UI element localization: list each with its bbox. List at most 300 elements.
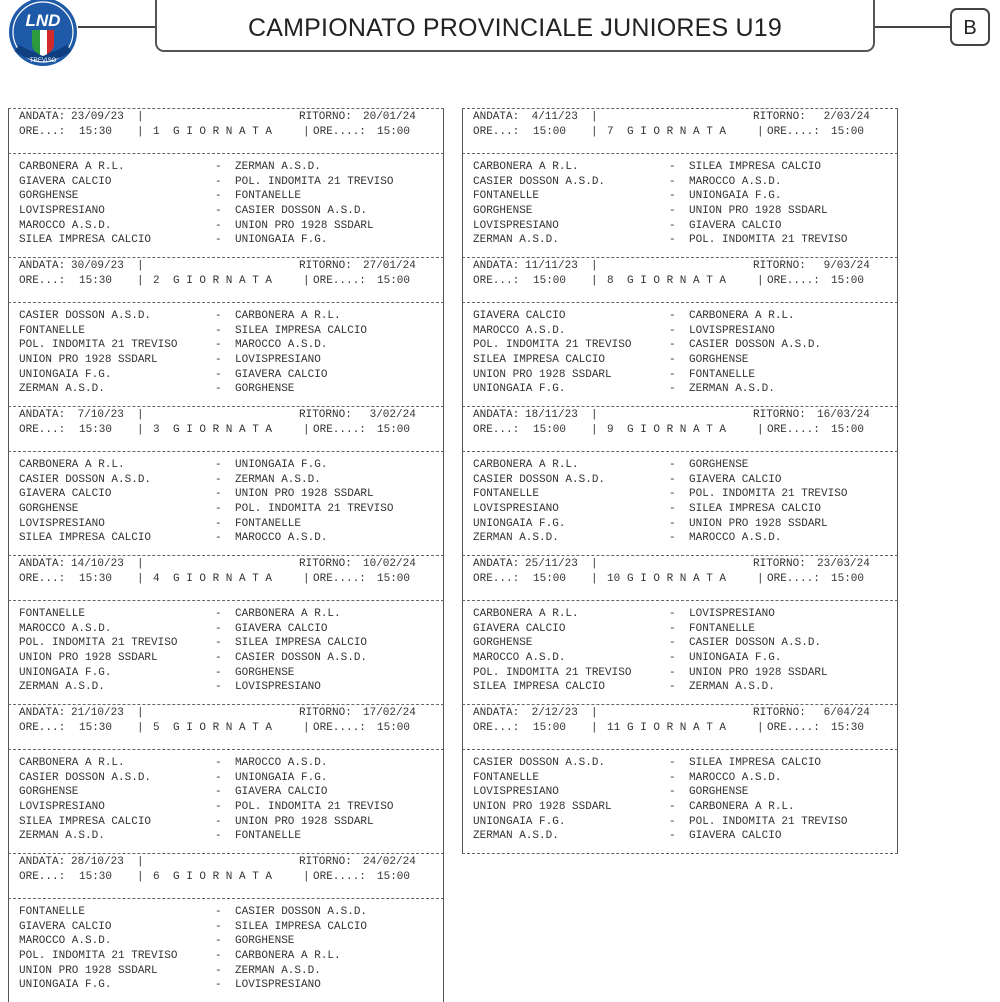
home-team: LOVISPRESIANO bbox=[19, 517, 105, 530]
match-separator: - bbox=[669, 786, 676, 799]
home-team: GIAVERA CALCIO bbox=[19, 488, 112, 501]
ritorno-label: RITORNO: bbox=[299, 260, 352, 272]
ritorno-label: RITORNO: bbox=[299, 707, 352, 719]
andata-date: 14/10/23 bbox=[71, 558, 124, 570]
match-row bbox=[473, 517, 889, 532]
match-separator: - bbox=[669, 383, 676, 396]
home-team: MAROCCO A.S.D. bbox=[19, 935, 112, 948]
match-row bbox=[19, 905, 435, 920]
giornata-label: G I O R N A T A bbox=[173, 274, 273, 287]
match-row bbox=[19, 338, 435, 353]
header-row-dates bbox=[473, 259, 889, 274]
home-team: CARBONERA A R.L. bbox=[19, 161, 125, 173]
header-row-dates bbox=[19, 259, 435, 274]
match-row bbox=[473, 338, 889, 353]
away-team: GORGHENSE bbox=[235, 383, 295, 396]
andata-date: 2/12/23 bbox=[525, 707, 578, 719]
match-row bbox=[19, 934, 435, 949]
match-row bbox=[473, 651, 889, 666]
giornata-number: 8 bbox=[607, 274, 614, 287]
giornata-label: G I O R N A T A bbox=[627, 572, 727, 585]
home-team: ZERMAN A.S.D. bbox=[19, 681, 105, 694]
header-row-times bbox=[19, 572, 435, 587]
ore-ritorno-time: 15:00 bbox=[831, 125, 865, 138]
away-team: UNIONGAIA F.G. bbox=[235, 459, 328, 471]
ore-ritorno-label: ORE....: bbox=[767, 423, 820, 436]
match-list bbox=[8, 452, 444, 555]
ritorno-label: RITORNO: bbox=[753, 409, 806, 421]
schedule-column-left bbox=[8, 108, 444, 1002]
giornata-label: G I O R N A T A bbox=[173, 125, 273, 138]
away-team: GORGHENSE bbox=[689, 459, 749, 471]
separator: | bbox=[757, 721, 764, 734]
andata-label: ANDATA: bbox=[19, 111, 66, 123]
match-separator: - bbox=[215, 964, 222, 977]
ore-ritorno-label: ORE....: bbox=[313, 721, 366, 734]
home-team: SILEA IMPRESA CALCIO bbox=[19, 532, 152, 545]
away-team: UNIONGAIA F.G. bbox=[689, 652, 782, 665]
match-list bbox=[462, 452, 898, 555]
match-separator: - bbox=[215, 473, 222, 486]
logo-sub-text: TREVISO bbox=[29, 58, 57, 64]
match-separator: - bbox=[215, 459, 222, 471]
separator: | bbox=[137, 409, 144, 421]
andata-label: ANDATA: bbox=[473, 260, 520, 272]
ore-andata-time: 15:30 bbox=[79, 125, 113, 138]
match-row bbox=[473, 815, 889, 830]
match-row bbox=[19, 473, 435, 488]
ore-andata-time: 15:30 bbox=[79, 274, 113, 287]
ore-ritorno-time: 15:00 bbox=[831, 572, 865, 585]
match-list bbox=[8, 601, 444, 704]
round-block bbox=[8, 108, 444, 257]
separator: | bbox=[137, 111, 144, 123]
separator: | bbox=[137, 856, 144, 868]
ritorno-label: RITORNO: bbox=[299, 111, 352, 123]
home-team: CARBONERA A R.L. bbox=[19, 459, 125, 471]
home-team: CASIER DOSSON A.S.D. bbox=[19, 310, 152, 322]
away-team: MAROCCO A.S.D. bbox=[235, 757, 328, 769]
away-team: LOVISPRESIANO bbox=[689, 608, 775, 620]
ore-ritorno-label: ORE....: bbox=[767, 274, 820, 287]
home-team: MAROCCO A.S.D. bbox=[473, 652, 566, 665]
match-separator: - bbox=[669, 652, 676, 665]
away-team: MAROCCO A.S.D. bbox=[235, 339, 328, 352]
match-separator: - bbox=[669, 368, 676, 381]
match-row bbox=[19, 949, 435, 964]
match-separator: - bbox=[669, 815, 676, 828]
home-team: FONTANELLE bbox=[19, 608, 86, 620]
separator: | bbox=[591, 423, 598, 436]
giornata-label: G I O R N A T A bbox=[173, 572, 273, 585]
match-separator: - bbox=[215, 517, 222, 530]
away-team: SILEA IMPRESA CALCIO bbox=[235, 920, 368, 933]
separator: | bbox=[757, 125, 764, 138]
away-team: SILEA IMPRESA CALCIO bbox=[235, 324, 368, 337]
home-team: CARBONERA A R.L. bbox=[19, 757, 125, 769]
match-row bbox=[473, 680, 889, 695]
match-separator: - bbox=[215, 503, 222, 516]
home-team: SILEA IMPRESA CALCIO bbox=[19, 234, 152, 247]
match-row bbox=[19, 309, 435, 324]
ore-ritorno-time: 15:00 bbox=[377, 721, 411, 734]
ritorno-date: 10/02/24 bbox=[363, 558, 416, 570]
ore-andata-time: 15:30 bbox=[79, 721, 113, 734]
match-separator: - bbox=[669, 324, 676, 337]
home-team: LOVISPRESIANO bbox=[473, 219, 559, 232]
round-block bbox=[8, 406, 444, 555]
away-team: GIAVERA CALCIO bbox=[235, 786, 328, 799]
match-separator: - bbox=[215, 815, 222, 828]
match-row bbox=[473, 636, 889, 651]
ore-ritorno-time: 15:00 bbox=[377, 423, 411, 436]
match-separator: - bbox=[215, 190, 222, 203]
match-separator: - bbox=[215, 757, 222, 769]
match-separator: - bbox=[215, 175, 222, 188]
away-team: CASIER DOSSON A.S.D. bbox=[235, 652, 368, 665]
ore-andata-time: 15:00 bbox=[533, 125, 567, 138]
match-separator: - bbox=[215, 935, 222, 948]
ore-ritorno-time: 15:00 bbox=[831, 423, 865, 436]
round-header bbox=[8, 556, 444, 600]
match-list bbox=[8, 899, 444, 1002]
home-team: CASIER DOSSON A.S.D. bbox=[19, 771, 152, 784]
away-team: UNION PRO 1928 SSDARL bbox=[235, 219, 374, 232]
match-row bbox=[19, 607, 435, 622]
match-separator: - bbox=[669, 801, 676, 814]
home-team: GORGHENSE bbox=[19, 190, 79, 203]
home-team: UNION PRO 1928 SSDARL bbox=[473, 368, 612, 381]
match-row bbox=[473, 175, 889, 190]
match-row bbox=[19, 815, 435, 830]
header-row-times bbox=[19, 274, 435, 289]
home-team: UNION PRO 1928 SSDARL bbox=[19, 964, 158, 977]
match-separator: - bbox=[669, 608, 676, 620]
giornata-label: G I O R N A T A bbox=[627, 274, 727, 287]
match-row bbox=[19, 233, 435, 248]
match-row bbox=[19, 531, 435, 546]
andata-date: 23/09/23 bbox=[71, 111, 124, 123]
match-row bbox=[473, 829, 889, 844]
match-separator: - bbox=[669, 354, 676, 367]
away-team: LOVISPRESIANO bbox=[235, 979, 321, 992]
away-team: MAROCCO A.S.D. bbox=[689, 771, 782, 784]
match-row bbox=[19, 829, 435, 844]
match-row bbox=[19, 219, 435, 234]
separator: | bbox=[137, 558, 144, 570]
group-badge: B bbox=[950, 8, 990, 46]
page-title: CAMPIONATO PROVINCIALE JUNIORES U19 bbox=[155, 0, 875, 52]
match-separator: - bbox=[669, 757, 676, 769]
match-separator: - bbox=[669, 681, 676, 694]
separator: | bbox=[591, 274, 598, 287]
match-row bbox=[473, 368, 889, 383]
match-row bbox=[473, 666, 889, 681]
match-separator: - bbox=[669, 517, 676, 530]
match-separator: - bbox=[215, 532, 222, 545]
header-rule-right bbox=[875, 26, 952, 28]
ore-ritorno-label: ORE....: bbox=[313, 572, 366, 585]
ore-label: ORE...: bbox=[19, 572, 66, 585]
away-team: ZERMAN A.S.D. bbox=[235, 964, 321, 977]
ore-label: ORE...: bbox=[19, 721, 66, 734]
home-team: ZERMAN A.S.D. bbox=[19, 830, 105, 843]
separator: | bbox=[137, 572, 144, 585]
ore-andata-time: 15:30 bbox=[79, 423, 113, 436]
match-row bbox=[473, 502, 889, 517]
andata-date: 30/09/23 bbox=[71, 260, 124, 272]
andata-date: 18/11/23 bbox=[525, 409, 578, 421]
ore-label: ORE...: bbox=[473, 125, 520, 138]
away-team: MAROCCO A.S.D. bbox=[235, 532, 328, 545]
away-team: FONTANELLE bbox=[235, 517, 302, 530]
home-team: POL. INDOMITA 21 TREVISO bbox=[473, 666, 632, 679]
match-row bbox=[19, 771, 435, 786]
separator: | bbox=[757, 572, 764, 585]
separator: | bbox=[303, 423, 310, 436]
round-block bbox=[462, 555, 898, 704]
ritorno-date: 2/03/24 bbox=[817, 111, 870, 123]
match-list bbox=[462, 154, 898, 257]
andata-date: 25/11/23 bbox=[525, 558, 578, 570]
match-separator: - bbox=[669, 234, 676, 247]
away-team: CARBONERA A R.L. bbox=[235, 310, 341, 322]
home-team: GORGHENSE bbox=[19, 503, 79, 516]
separator: | bbox=[303, 572, 310, 585]
match-row bbox=[19, 368, 435, 383]
round-header bbox=[8, 705, 444, 749]
away-team: SILEA IMPRESA CALCIO bbox=[689, 503, 822, 516]
home-team: SILEA IMPRESA CALCIO bbox=[19, 815, 152, 828]
header-row-dates bbox=[19, 855, 435, 870]
away-team: SILEA IMPRESA CALCIO bbox=[689, 757, 822, 769]
away-team: POL. INDOMITA 21 TREVISO bbox=[235, 503, 394, 516]
ritorno-label: RITORNO: bbox=[299, 856, 352, 868]
separator: | bbox=[137, 721, 144, 734]
ore-ritorno-label: ORE....: bbox=[767, 572, 820, 585]
separator: | bbox=[303, 125, 310, 138]
home-team: CASIER DOSSON A.S.D. bbox=[473, 175, 606, 188]
match-row bbox=[473, 756, 889, 771]
ritorno-date: 6/04/24 bbox=[817, 707, 870, 719]
match-row bbox=[473, 324, 889, 339]
giornata-label: G I O R N A T A bbox=[627, 721, 727, 734]
home-team: UNION PRO 1928 SSDARL bbox=[473, 801, 612, 814]
separator: | bbox=[591, 260, 598, 272]
ore-label: ORE...: bbox=[473, 572, 520, 585]
match-row bbox=[19, 651, 435, 666]
match-separator: - bbox=[669, 175, 676, 188]
away-team: FONTANELLE bbox=[235, 830, 302, 843]
round-header bbox=[8, 854, 444, 898]
match-separator: - bbox=[215, 801, 222, 814]
away-team: FONTANELLE bbox=[689, 368, 756, 381]
andata-label: ANDATA: bbox=[19, 409, 66, 421]
away-team: LOVISPRESIANO bbox=[689, 324, 775, 337]
match-separator: - bbox=[669, 830, 676, 843]
away-team: CASIER DOSSON A.S.D. bbox=[235, 205, 368, 218]
ore-label: ORE...: bbox=[19, 125, 66, 138]
giornata-number: 6 bbox=[153, 870, 160, 883]
ore-ritorno-time: 15:00 bbox=[377, 572, 411, 585]
home-team: MAROCCO A.S.D. bbox=[19, 219, 112, 232]
andata-date: 21/10/23 bbox=[71, 707, 124, 719]
match-separator: - bbox=[669, 161, 676, 173]
home-team: POL. INDOMITA 21 TREVISO bbox=[19, 637, 178, 650]
away-team: CARBONERA A R.L. bbox=[689, 801, 795, 814]
match-separator: - bbox=[215, 354, 222, 367]
andata-label: ANDATA: bbox=[19, 856, 66, 868]
round-block bbox=[462, 257, 898, 406]
separator: | bbox=[137, 125, 144, 138]
lnd-treviso-logo bbox=[6, 0, 80, 68]
match-row bbox=[473, 219, 889, 234]
away-team: LOVISPRESIANO bbox=[235, 681, 321, 694]
home-team: CARBONERA A R.L. bbox=[473, 608, 579, 620]
home-team: FONTANELLE bbox=[473, 190, 540, 203]
away-team: UNION PRO 1928 SSDARL bbox=[235, 488, 374, 501]
match-row bbox=[473, 160, 889, 175]
away-team: POL. INDOMITA 21 TREVISO bbox=[689, 234, 848, 247]
ore-ritorno-time: 15:00 bbox=[377, 274, 411, 287]
home-team: UNIONGAIA F.G. bbox=[19, 368, 112, 381]
match-row bbox=[19, 978, 435, 993]
home-team: FONTANELLE bbox=[19, 906, 86, 918]
home-team: GORGHENSE bbox=[473, 637, 533, 650]
round-header bbox=[462, 407, 898, 451]
match-separator: - bbox=[215, 771, 222, 784]
giornata-number: 5 bbox=[153, 721, 160, 734]
home-team: ZERMAN A.S.D. bbox=[473, 234, 559, 247]
home-team: UNION PRO 1928 SSDARL bbox=[19, 354, 158, 367]
andata-date: 11/11/23 bbox=[525, 260, 578, 272]
separator: | bbox=[137, 260, 144, 272]
away-team: GORGHENSE bbox=[235, 666, 295, 679]
match-row bbox=[19, 324, 435, 339]
giornata-number: 3 bbox=[153, 423, 160, 436]
match-separator: - bbox=[669, 339, 676, 352]
round-block bbox=[8, 853, 444, 1002]
separator: | bbox=[137, 274, 144, 287]
match-separator: - bbox=[669, 219, 676, 232]
away-team: GORGHENSE bbox=[689, 354, 749, 367]
home-team: ZERMAN A.S.D. bbox=[19, 383, 105, 396]
round-header bbox=[462, 258, 898, 302]
match-list bbox=[462, 750, 898, 853]
ore-ritorno-label: ORE....: bbox=[313, 423, 366, 436]
home-team: LOVISPRESIANO bbox=[19, 801, 105, 814]
home-team: UNIONGAIA F.G. bbox=[19, 666, 112, 679]
home-team: UNIONGAIA F.G. bbox=[473, 383, 566, 396]
home-team: CASIER DOSSON A.S.D. bbox=[473, 473, 606, 486]
round-header bbox=[462, 705, 898, 749]
home-team: CASIER DOSSON A.S.D. bbox=[19, 473, 152, 486]
separator: | bbox=[137, 870, 144, 883]
match-row bbox=[19, 964, 435, 979]
round-block bbox=[8, 555, 444, 704]
match-separator: - bbox=[215, 310, 222, 322]
home-team: FONTANELLE bbox=[473, 771, 540, 784]
header-row-times bbox=[19, 870, 435, 885]
away-team: GIAVERA CALCIO bbox=[689, 830, 782, 843]
match-separator: - bbox=[215, 383, 222, 396]
match-row bbox=[473, 607, 889, 622]
ore-andata-time: 15:00 bbox=[533, 423, 567, 436]
away-team: GIAVERA CALCIO bbox=[235, 368, 328, 381]
header-row-times bbox=[473, 274, 889, 289]
giornata-number: 1 bbox=[153, 125, 160, 138]
match-list bbox=[462, 601, 898, 704]
match-row bbox=[473, 771, 889, 786]
match-row bbox=[19, 382, 435, 397]
ritorno-label: RITORNO: bbox=[753, 707, 806, 719]
match-row bbox=[19, 666, 435, 681]
match-list bbox=[8, 154, 444, 257]
match-row bbox=[473, 353, 889, 368]
away-team: CASIER DOSSON A.S.D. bbox=[689, 637, 822, 650]
ore-andata-time: 15:00 bbox=[533, 572, 567, 585]
home-team: CARBONERA A R.L. bbox=[473, 459, 579, 471]
home-team: FONTANELLE bbox=[19, 324, 86, 337]
giornata-label: G I O R N A T A bbox=[627, 125, 727, 138]
round-block bbox=[462, 704, 898, 853]
away-team: CARBONERA A R.L. bbox=[689, 310, 795, 322]
away-team: GIAVERA CALCIO bbox=[689, 219, 782, 232]
round-header bbox=[8, 109, 444, 153]
giornata-number: 11 bbox=[607, 721, 621, 734]
giornata-label: G I O R N A T A bbox=[173, 721, 273, 734]
separator: | bbox=[303, 274, 310, 287]
schedule-column-right bbox=[462, 108, 898, 854]
ore-andata-time: 15:00 bbox=[533, 274, 567, 287]
match-row bbox=[473, 189, 889, 204]
ore-label: ORE...: bbox=[473, 274, 520, 287]
home-team: UNIONGAIA F.G. bbox=[19, 979, 112, 992]
match-separator: - bbox=[215, 324, 222, 337]
ritorno-date: 23/03/24 bbox=[817, 558, 870, 570]
match-row bbox=[19, 800, 435, 815]
separator: | bbox=[303, 870, 310, 883]
away-team: FONTANELLE bbox=[689, 622, 756, 635]
ore-ritorno-label: ORE....: bbox=[767, 721, 820, 734]
separator: | bbox=[757, 274, 764, 287]
ritorno-label: RITORNO: bbox=[753, 111, 806, 123]
ritorno-date: 24/02/24 bbox=[363, 856, 416, 868]
ritorno-date: 9/03/24 bbox=[817, 260, 870, 272]
header-row-times bbox=[473, 125, 889, 140]
ore-andata-time: 15:30 bbox=[79, 870, 113, 883]
home-team: MAROCCO A.S.D. bbox=[473, 324, 566, 337]
match-separator: - bbox=[215, 950, 222, 963]
ore-label: ORE...: bbox=[19, 274, 66, 287]
away-team: UNION PRO 1928 SSDARL bbox=[689, 666, 828, 679]
match-separator: - bbox=[215, 219, 222, 232]
away-team: SILEA IMPRESA CALCIO bbox=[235, 637, 368, 650]
away-team: LOVISPRESIANO bbox=[235, 354, 321, 367]
round-header bbox=[462, 556, 898, 600]
andata-label: ANDATA: bbox=[473, 409, 520, 421]
match-separator: - bbox=[215, 830, 222, 843]
andata-date: 7/10/23 bbox=[71, 409, 124, 421]
header-rule-left bbox=[78, 26, 156, 28]
away-team: CARBONERA A R.L. bbox=[235, 950, 341, 963]
giornata-number: 10 bbox=[607, 572, 621, 585]
home-team: GORGHENSE bbox=[473, 205, 533, 218]
match-row bbox=[19, 458, 435, 473]
match-separator: - bbox=[669, 532, 676, 545]
separator: | bbox=[591, 572, 598, 585]
andata-label: ANDATA: bbox=[19, 558, 66, 570]
